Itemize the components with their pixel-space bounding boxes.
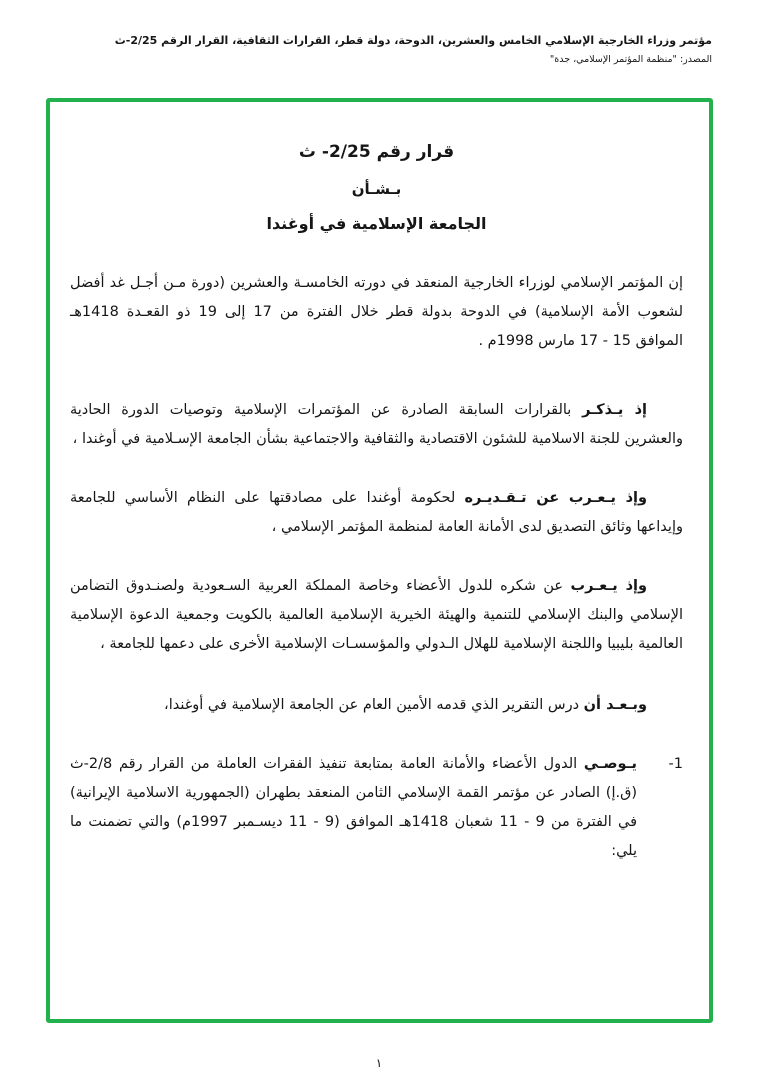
clause-recalling xyxy=(70,396,683,454)
clause-appreciation-text: لحكومة أوغندا على مصادقتها على النظام الأساسي للجامعة وإيداعها وثائق التصديق لدى الأمانة العامة لمنظمة المؤتمر الإسلامي ، xyxy=(70,490,683,535)
clause-thanks-text: عن شكره للدول الأعضاء وخاصة المملكة العربية السـعودية ولصنـدوق التضامن الإسلامي والبنك الإسلامي للتنمية والهيئة الخيرية الإسلامية العالمية بالكويت وجمعية الدعوة الإسلامية العالمية بليبيا واللجنة الإسلامية للهلال الـدولي والمؤسسـات الإسلامية الأخرى على دعمها للجامعة ، xyxy=(70,578,683,652)
content-frame xyxy=(46,98,713,1023)
clause-recalling-lead: إذ يـذكـر xyxy=(582,402,647,418)
clause-having-studied-lead: وبـعـد أن xyxy=(583,697,647,713)
operative-item-1 xyxy=(70,750,683,866)
clause-recalling-text: بالقرارات السابقة الصادرة عن المؤتمرات الإسلامية وتوصيات الدورة الحادية والعشرين للجنة الاسلامية للشئون الاقتصادية والثقافية والاجتماعية بشأن الجامعة الإسـلامية في أوغندا ، xyxy=(70,402,683,447)
header-citation: مؤتمر وزراء الخارجية الإسلامي الخامس والعشرين، الدوحة، دولة قطر، القرارات الثقافية، القرار الرقم 2/25-ث xyxy=(114,34,712,47)
clause-thanks xyxy=(70,572,683,659)
clause-appreciation xyxy=(70,484,683,542)
item-1-text: الدول الأعضاء والأمانة العامة بمتابعة تنفيذ الفقرات العاملة من القرار رقم 2/8-ث (ق.إ) الصادر عن مؤتمر القمة الإسلامي الثامن المنعقد بطهران (الجمهورية الاسلامية الإيرانية) في الفترة من 9 - 11 شعبان 1418هـ الموافق (9 - 11 ديسـمبر 1997م) والتي تضمنت ما يلي: xyxy=(70,756,638,859)
page-number: ١ xyxy=(375,1056,383,1070)
item-1-lead: يـوصـي xyxy=(583,756,637,772)
resolution-number-title: قرار رقم 2/25- ث xyxy=(298,142,455,162)
title-block xyxy=(70,142,683,233)
document-header xyxy=(14,34,712,65)
resolution-regarding: بـشـأن xyxy=(351,180,402,198)
clause-thanks-lead: وإذ يـعـرب xyxy=(570,578,648,594)
item-1-number: 1- xyxy=(668,756,683,772)
resolution-subject: الجامعة الإسلامية في أوغندا xyxy=(266,214,487,233)
clause-having-studied-text: درس التقرير الذي قدمه الأمين العام عن الجامعة الإسلامية في أوغندا، xyxy=(164,697,580,713)
header-source: المصدر: "منظمة المؤتمر الإسلامي، جدة" xyxy=(549,54,712,65)
clause-appreciation-lead: وإذ يـعـرب عن تـقـديـره xyxy=(464,490,648,506)
item-1-paragraph xyxy=(70,750,637,866)
clause-having-studied xyxy=(70,691,683,720)
preamble-paragraph: إن المؤتمر الإسلامي لوزراء الخارجية المنعقد في دورته الخامسـة والعشرين (دورة مـن أجـل غد أفضل لشعوب الأمة الإسلامية) في الدوحة بدولة قطر خلال الفترة من 17 إلى 19 ذو القعـدة 1418هـ الموافق 15 - 17 مارس 1998م . xyxy=(70,275,683,349)
